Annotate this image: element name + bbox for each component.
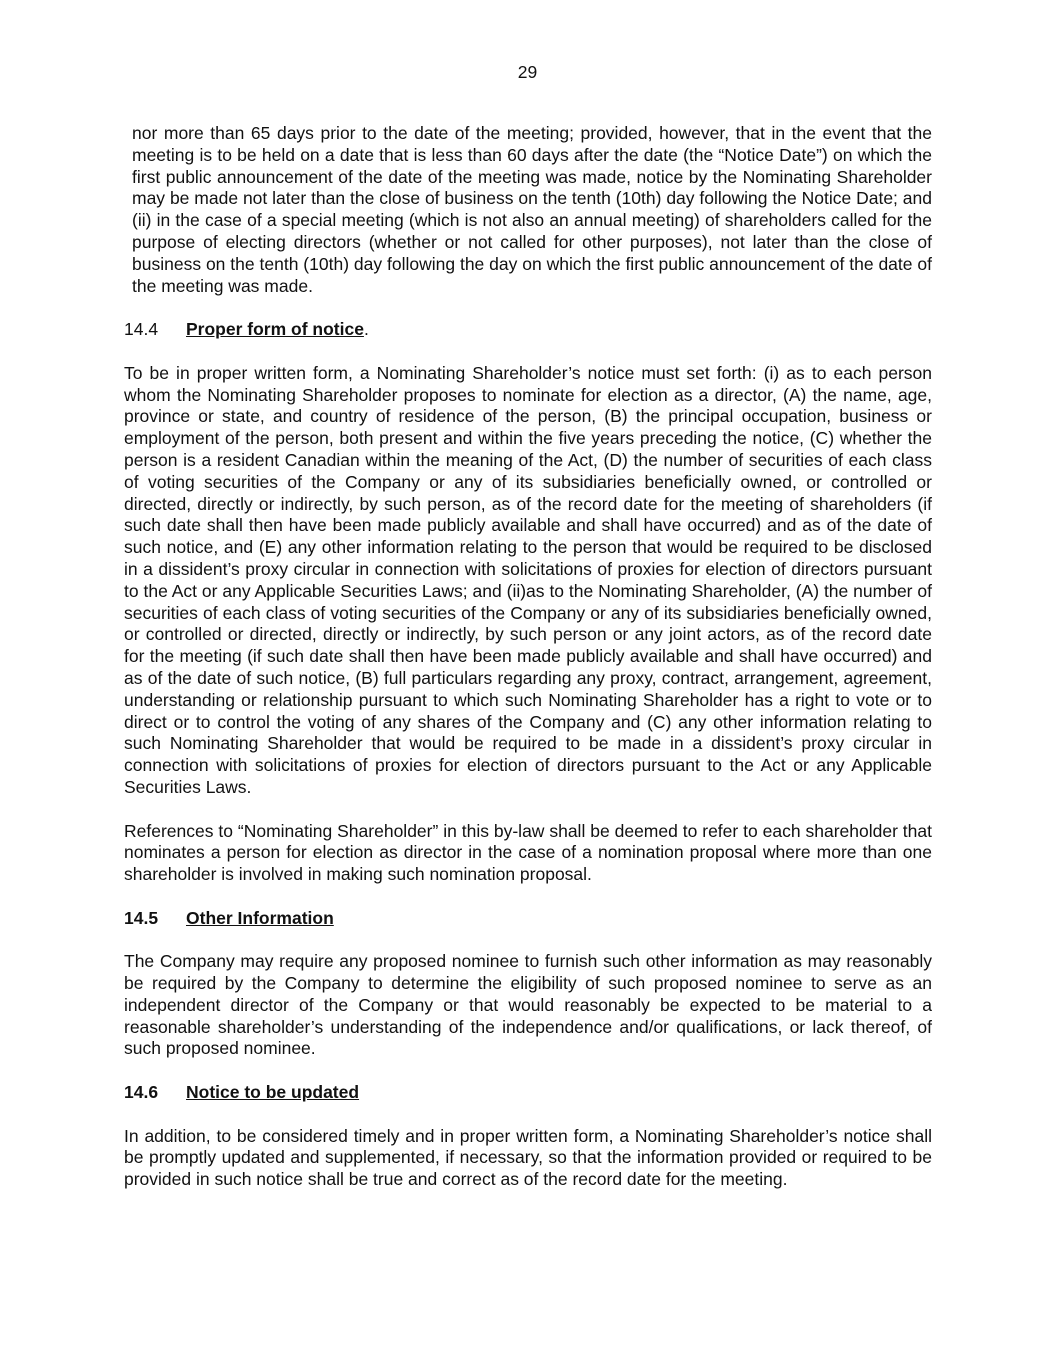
section-number: 14.4 [124, 319, 159, 340]
section-heading-14-4 [124, 319, 932, 341]
page-content [124, 123, 932, 1191]
section-heading-14-6 [124, 1082, 932, 1104]
section-paragraph: References to “Nominating Shareholder” in this by-law shall be deemed to refer to each shareholder that nominates a person for election as director in the case of a nomination proposal where more than one shareholder is involved in making such nomination proposal. [124, 820, 932, 885]
section-number: 14.5 [124, 907, 159, 928]
continuation-paragraph: nor more than 65 days prior to the date of the meeting; provided, however, that in the event that the meeting is to be held on a date that is less than 60 days after the date (the “Notice Date”) on which the first public announcement of the date of the meeting was made, notice by the Nominating Shareholder may be made not later than the close of business on the tenth (10th) day following the Notice Date; and (ii) in the case of a special meeting (which is not also an annual meeting) of shareholders called for the purpose of electing directors (whether or not called for other purposes), not later than the close of business on the tenth (10th) day following the day on which the first public announcement of the date of the meeting was made. [132, 123, 932, 296]
section-title: Proper form of notice [186, 319, 364, 340]
section-title-suffix: . [363, 319, 369, 340]
section-heading-14-5 [124, 908, 932, 930]
section-title: Other Information [186, 907, 334, 928]
section-paragraph: The Company may require any proposed nominee to furnish such other information as may reasonably be required by the Company to determine the eligibility of such proposed nominee to serve as an independent director of the Company or that would reasonably be expected to be material to a reasonable shareholder’s understanding of the independence and/or qualifications, or lack thereof, of such proposed nominee. [124, 951, 932, 1059]
section-number: 14.6 [124, 1082, 159, 1103]
section-paragraph: To be in proper written form, a Nominating Shareholder’s notice must set forth: (i) as to each person whom the Nominating Shareholder proposes to nominate for election as a director, (A) the name, age, province or state, and country of residence of the person, (B) the principal occupation, business or employment of the person, both present and within the five years preceding the notice, (C) whether the person is a resident Canadian within the meaning of the Act, (D) the number of securities of each class of voting securities of the Company or any of its subsidiaries beneficially owned, or controlled or directed, directly or indirectly, by such person, as of the record date for the meeting of shareholders (if such date shall then have been made publicly available and shall have occurred) and as of the date of such notice, and (E) any other information relating to the person that would be required to be disclosed in a dissident’s proxy circular in connection with solicitations of proxies for election of directors pursuant to the Act or any Applicable Securities Laws; and (ii)as to the Nominating Shareholder, (A) the number of securities of each class of voting securities of the Company or any of its subsidiaries beneficially owned, or controlled or directed, directly or indirectly, by such person or any joint actors, as of the record date for the meeting (if such date shall then have been made publicly available and shall have occurred) and as of the date of such notice, (B) full particulars regarding any proxy, contract, arrangement, agreement, understanding or relationship pursuant to which such Nominating Shareholder has a right to vote or to direct or to control the voting of any shares of the Company and (C) any other information relating to such Nominating Shareholder that would be required to be made in a dissident’s proxy circular in connection with solicitations of proxies for election of directors pursuant to the Act or any Applicable Securities Laws. [124, 362, 932, 797]
section-paragraph: In addition, to be considered timely and in proper written form, a Nominating Shareholder’s notice shall be promptly updated and supplemented, if necessary, so that the information provided or required to be provided in such notice shall be true and correct as of the record date for the meeting. [124, 1125, 932, 1190]
section-title: Notice to be updated [186, 1082, 360, 1103]
page-number: 29 [517, 62, 538, 82]
